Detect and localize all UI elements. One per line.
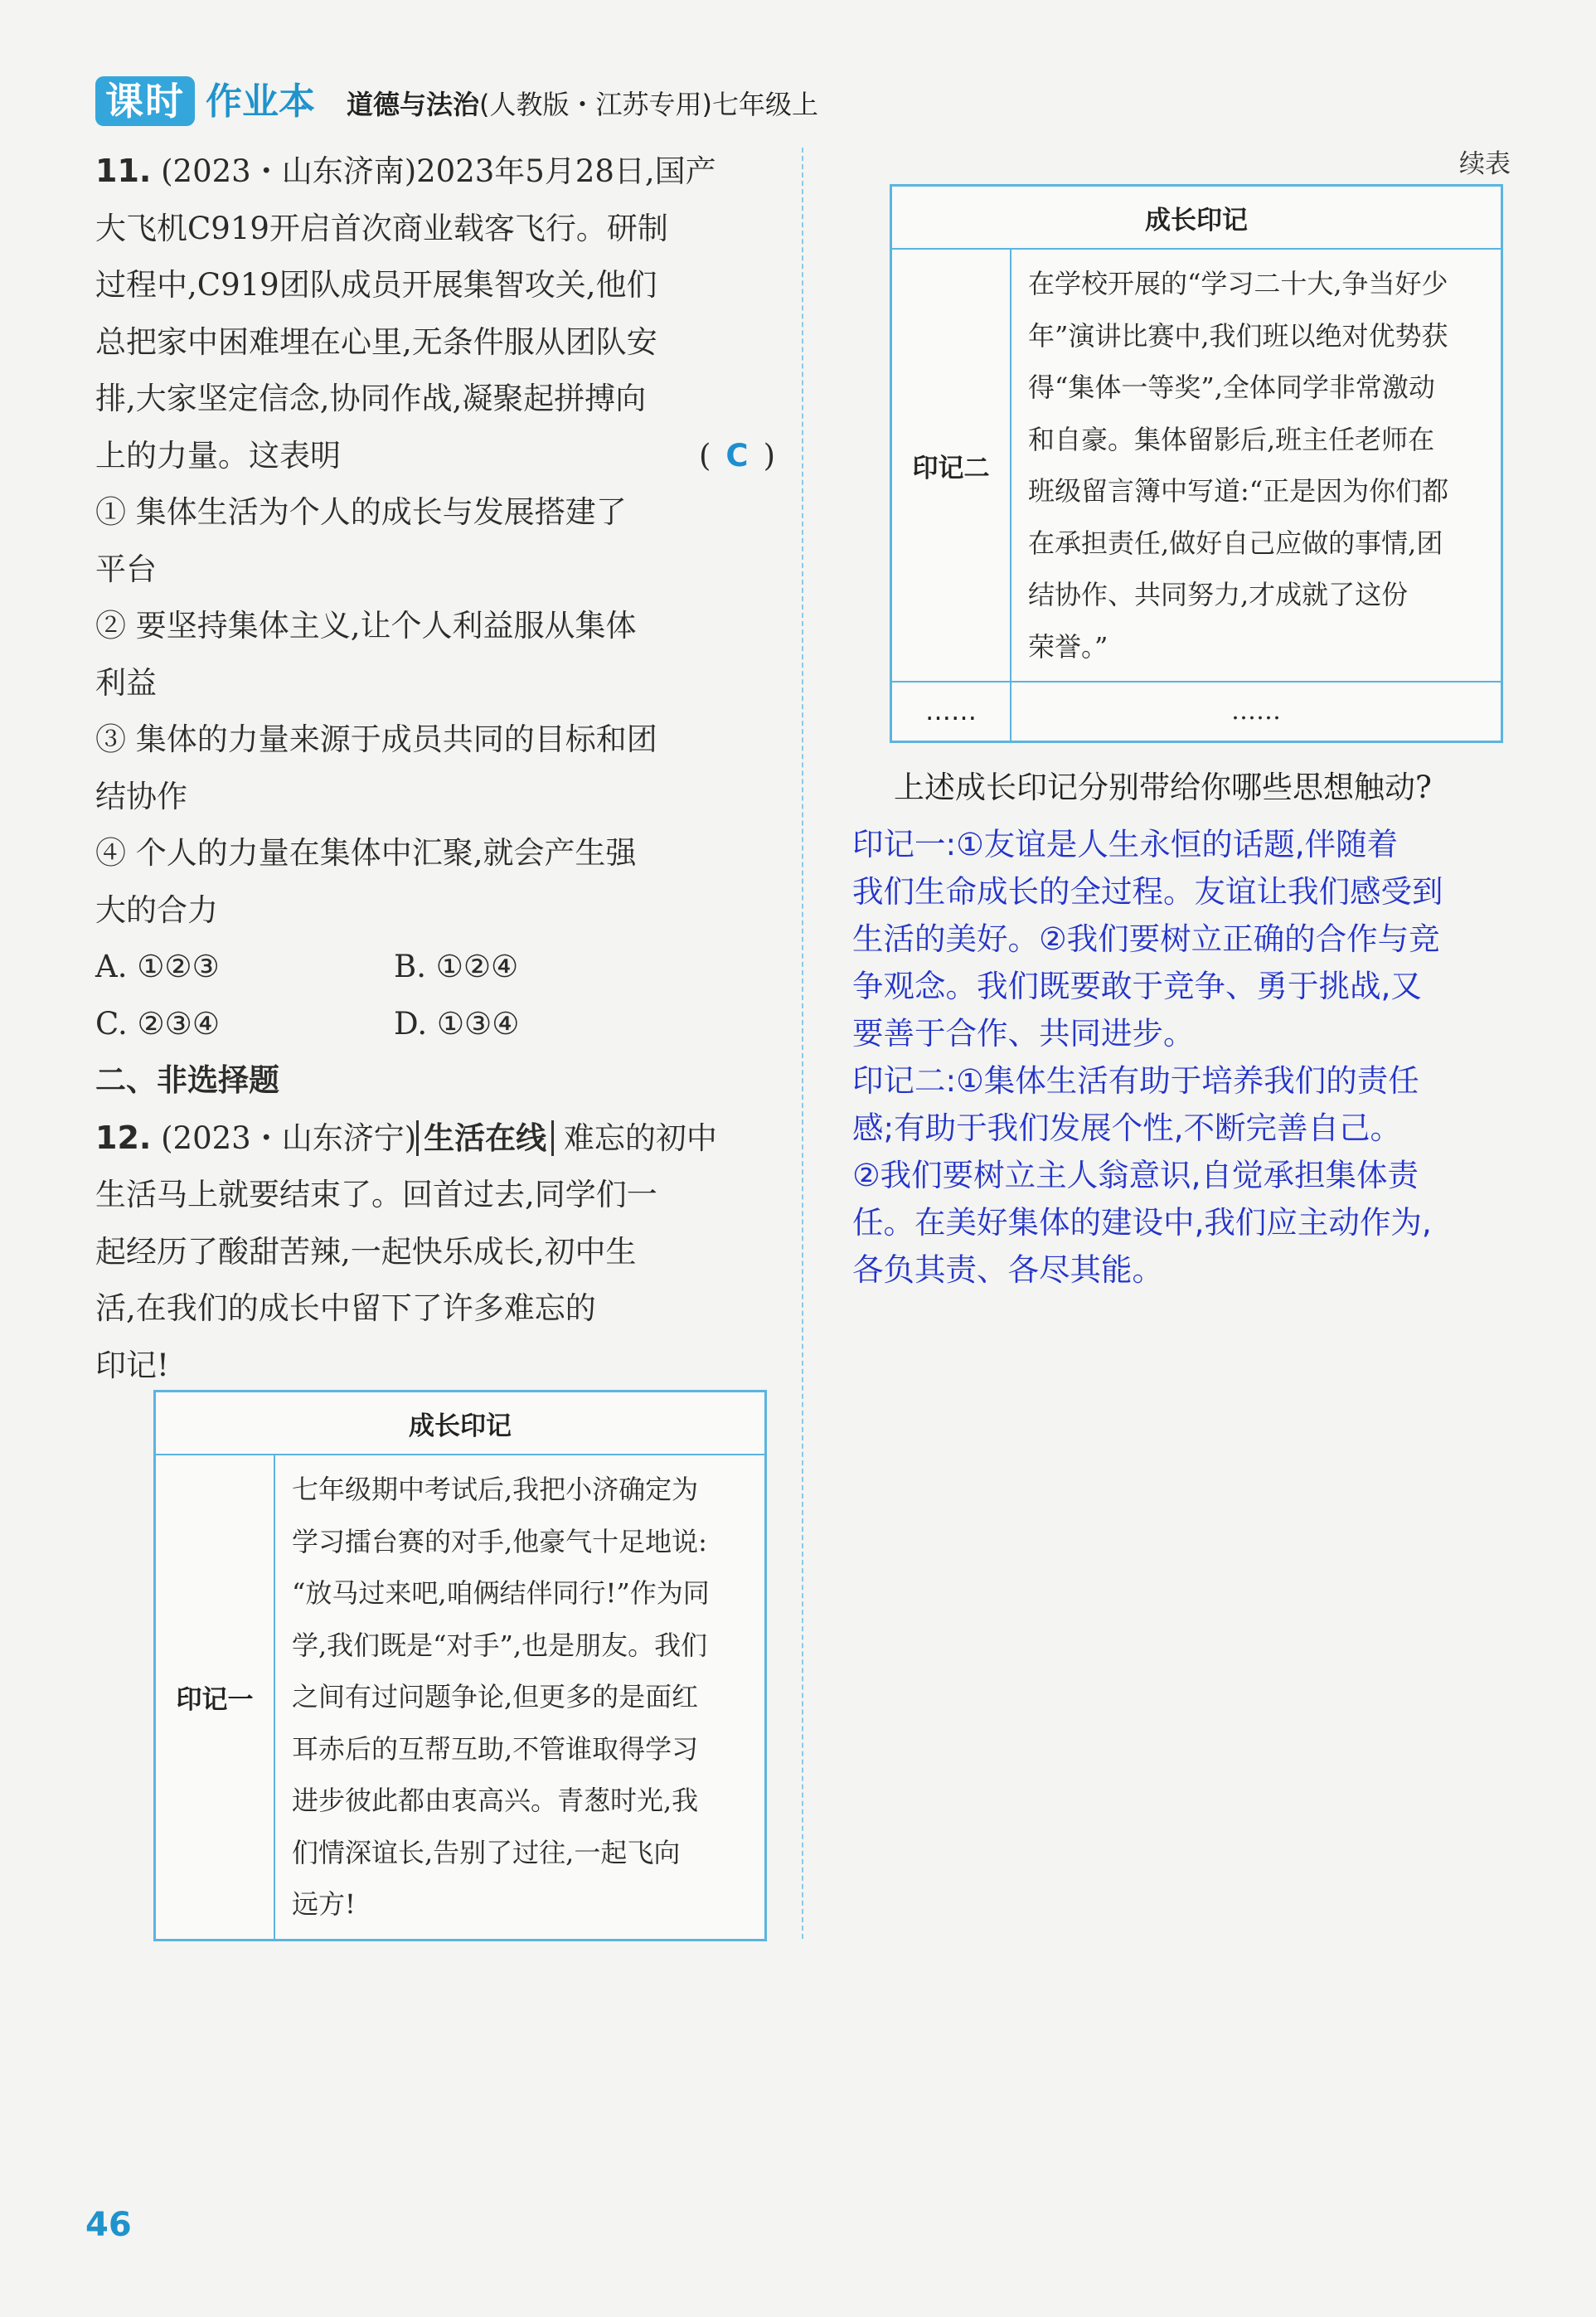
- page-number: 46: [85, 2206, 132, 2244]
- growth-table-2: [890, 184, 1503, 743]
- answer-line: 争观念。我们既要敢于竞争、勇于挑战,又: [852, 968, 1422, 1004]
- ellipsis-label: ……: [891, 682, 1011, 741]
- q12-source: (2023・山东济宁): [161, 1120, 417, 1156]
- statement: 大的合力: [95, 891, 218, 928]
- q12-tag: 生活在线: [416, 1120, 554, 1156]
- q11-line: 大飞机C919开启首次商业载客飞行。研制: [95, 210, 668, 246]
- option-c: C. ②③④: [95, 1005, 221, 1042]
- statement: 平台: [95, 551, 157, 587]
- q12-text: 难忘的初中: [563, 1120, 717, 1156]
- q11-line: [95, 143, 775, 201]
- option-row: [95, 996, 775, 1053]
- q11-answer: C: [725, 437, 749, 474]
- q11-line: 过程中,C919团队成员开展集智攻关,他们: [95, 267, 657, 303]
- answer-line: 感;有助于我们发展个性,不断完善自己。: [852, 1110, 1402, 1146]
- q12-line: 印记!: [95, 1347, 169, 1383]
- row-body: 七年级期中考试后,我把小济确定为 学习擂台赛的对手,他豪气十足地说: “放马过来吧,咱俩结伴同行!”作为同 学,我们既是“对手”,也是朋友。我们 之间有过问题争论,但更多的是面红 耳赤后的互帮互助,不管谁取得学习 进步彼此都由衷高兴。青葱时光,我 们情深谊长,告别了过往,一起飞向 远方!: [274, 1455, 766, 1940]
- answer-line: 生活的美好。②我们要树立正确的合作与竞: [852, 920, 1440, 957]
- statement: 结协作: [95, 778, 187, 814]
- statement: 利益: [95, 664, 157, 701]
- row-label: 印记二: [891, 249, 1011, 682]
- row-label: 印记一: [155, 1455, 275, 1940]
- section-heading: 二、非选择题: [95, 1062, 279, 1098]
- option-a: A. ①②③: [95, 949, 220, 984]
- answer-block: [852, 821, 1516, 1294]
- statement: ④ 个人的力量在集体中汇聚,就会产生强: [95, 835, 637, 871]
- question-number: 11.: [95, 153, 152, 189]
- table-header: 成长印记: [891, 186, 1502, 250]
- question-prompt: 上述成长印记分别带给你哪些思想触动?: [894, 770, 1432, 805]
- answer-line: 我们生命成长的全过程。友谊让我们感受到: [852, 873, 1443, 910]
- q11-line: 排,大家坚定信念,协同作战,凝聚起拼搏向: [95, 381, 647, 416]
- statement: ② 要坚持集体主义,让个人利益服从集体: [95, 608, 637, 644]
- answer-line: 印记二:①集体生活有助于培养我们的责任: [852, 1062, 1419, 1099]
- q12-line: [95, 1110, 775, 1168]
- q12-line: 活,在我们的成长中留下了许多难忘的: [95, 1290, 596, 1326]
- row-body: 在学校开展的“学习二十大,争当好少 年”演讲比赛中,我们班以绝对优势获 得“集体一等奖”,全体同学非常激动 和自豪。集体留影后,班主任老师在 班级留言簿中写道:“正是因为你们都 在承担责任,做好自己应做的事情,团 结协作、共同努力,才成就了这份 荣誉。”: [1011, 249, 1502, 682]
- answer-line: ②我们要树立主人翁意识,自觉承担集体责: [852, 1157, 1419, 1193]
- brand-logo: 课时: [95, 76, 195, 126]
- q12-line: 起经历了酸甜苦辣,一起快乐成长,初中生: [95, 1233, 637, 1270]
- answer-line: 任。在美好集体的建设中,我们应主动作为,: [852, 1204, 1432, 1241]
- option-d: D. ①③④: [394, 1005, 520, 1042]
- q12-line: 生活马上就要结束了。回首过去,同学们一: [95, 1177, 657, 1212]
- table-header: 成长印记: [155, 1392, 766, 1455]
- book-title: [347, 86, 818, 123]
- answer-line: 各负其责、各尽其能。: [852, 1251, 1163, 1288]
- answer-bracket: ( C ): [698, 437, 775, 474]
- brand-name: 作业本: [206, 80, 315, 123]
- left-column: [95, 143, 775, 1394]
- subject-name: 道德与法治: [347, 89, 480, 120]
- column-divider: [802, 148, 803, 1939]
- answer-line: 印记一:①友谊是人生永恒的话题,伴随着: [852, 826, 1399, 862]
- option-b: B. ①②④: [394, 949, 519, 984]
- statement: ③ 集体的力量来源于成员共同的目标和团: [95, 721, 657, 757]
- continued-label: 续表: [1459, 149, 1511, 179]
- q11-text: (2023・山东济南)2023年5月28日,国产: [161, 153, 716, 189]
- q11-text: 上的力量。这表明: [95, 437, 341, 474]
- question-number: 12.: [95, 1119, 152, 1156]
- statement: ① 集体生活为个人的成长与发展搭建了: [95, 494, 627, 530]
- growth-table-1: [153, 1390, 767, 1941]
- q11-line: 总把家中困难埋在心里,无条件服从团队安: [95, 323, 657, 360]
- ellipsis-body: ……: [1011, 682, 1502, 741]
- edition-info: (人教版・江苏专用)七年级上: [479, 89, 818, 120]
- q11-line: [95, 428, 775, 485]
- option-row: [95, 939, 775, 996]
- answer-line: 要善于合作、共同进步。: [852, 1015, 1195, 1052]
